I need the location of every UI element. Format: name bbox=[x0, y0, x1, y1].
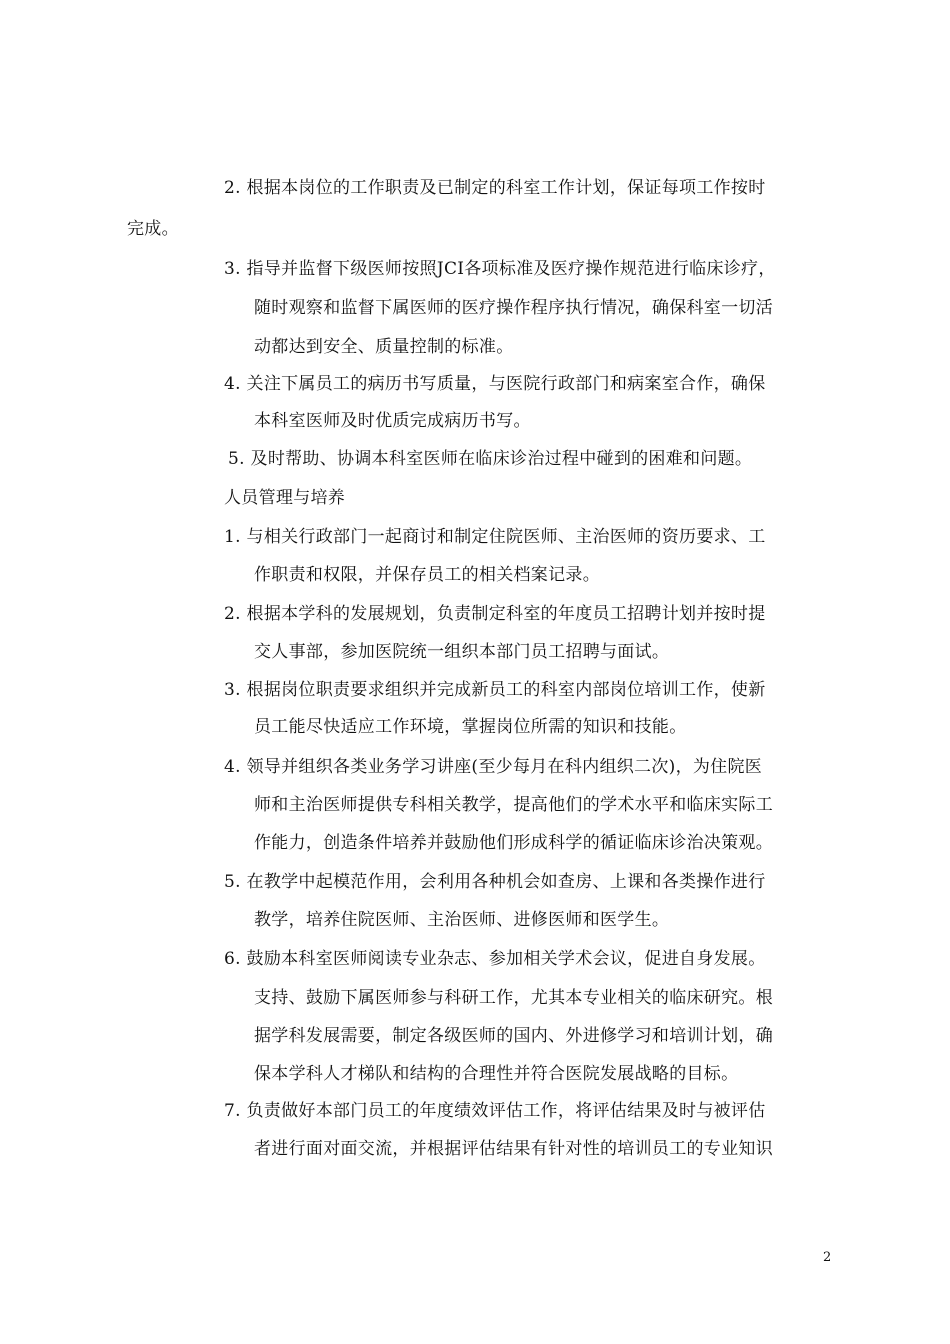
text-line: 4. 领导并组织各类业务学习讲座(至少每月在科内组织二次)，为住院医 bbox=[224, 757, 763, 777]
text-line: 动都达到安全、质量控制的标准。 bbox=[254, 337, 514, 357]
text-line: 5. 及时帮助、协调本科室医师在临床诊治过程中碰到的困难和问题。 bbox=[228, 449, 753, 469]
section-heading: 人员管理与培养 bbox=[224, 488, 346, 508]
text-line: 3. 根据岗位职责要求组织并完成新员工的科室内部岗位培训工作，使新 bbox=[224, 680, 766, 700]
text-line: 2. 根据本学科的发展规划，负责制定科室的年度员工招聘计划并按时提 bbox=[224, 604, 766, 624]
text-line: 本科室医师及时优质完成病历书写。 bbox=[254, 411, 531, 431]
text-line: 者进行面对面交流，并根据评估结果有针对性的培训员工的专业知识 bbox=[254, 1139, 773, 1159]
text-line: 据学科发展需要，制定各级医师的国内、外进修学习和培训计划，确 bbox=[254, 1026, 773, 1046]
text-line: 随时观察和监督下属医师的医疗操作程序执行情况，确保科室一切活 bbox=[254, 298, 773, 318]
text-line: 师和主治医师提供专科相关教学，提高他们的学术水平和临床实际工 bbox=[254, 795, 773, 815]
text-line: 保本学科人才梯队和结构的合理性并符合医院发展战略的目标。 bbox=[254, 1064, 739, 1084]
text-line: 员工能尽快适应工作环境，掌握岗位所需的知识和技能。 bbox=[254, 717, 687, 737]
text-line: 6. 鼓励本科室医师阅读专业杂志、参加相关学术会议，促进自身发展。 bbox=[224, 949, 766, 969]
text-line: 4. 关注下属员工的病历书写质量，与医院行政部门和病案室合作，确保 bbox=[224, 374, 766, 394]
text-line: 完成。 bbox=[127, 219, 179, 239]
text-line: 交人事部，参加医院统一组织本部门员工招聘与面试。 bbox=[254, 642, 670, 662]
text-line: 7. 负责做好本部门员工的年度绩效评估工作，将评估结果及时与被评估 bbox=[224, 1101, 766, 1121]
text-line: 2. 根据本岗位的工作职责及已制定的科室工作计划，保证每项工作按时 bbox=[224, 178, 766, 198]
text-line: 教学，培养住院医师、主治医师、进修医师和医学生。 bbox=[254, 910, 670, 930]
text-line: 1. 与相关行政部门一起商讨和制定住院医师、主治医师的资历要求、工 bbox=[224, 527, 766, 547]
text-line: 支持、鼓励下属医师参与科研工作，尤其本专业相关的临床研究。根 bbox=[254, 988, 773, 1008]
page-number: 2 bbox=[823, 1250, 832, 1265]
text-line: 作职责和权限，并保存员工的相关档案记录。 bbox=[254, 565, 600, 585]
text-line: 3. 指导并监督下级医师按照JCI各项标准及医疗操作规范进行临床诊疗， bbox=[224, 259, 776, 279]
text-line: 作能力，创造条件培养并鼓励他们形成科学的循证临床诊治决策观。 bbox=[254, 833, 773, 853]
text-line: 5. 在教学中起模范作用，会利用各种机会如查房、上课和各类操作进行 bbox=[224, 872, 766, 892]
